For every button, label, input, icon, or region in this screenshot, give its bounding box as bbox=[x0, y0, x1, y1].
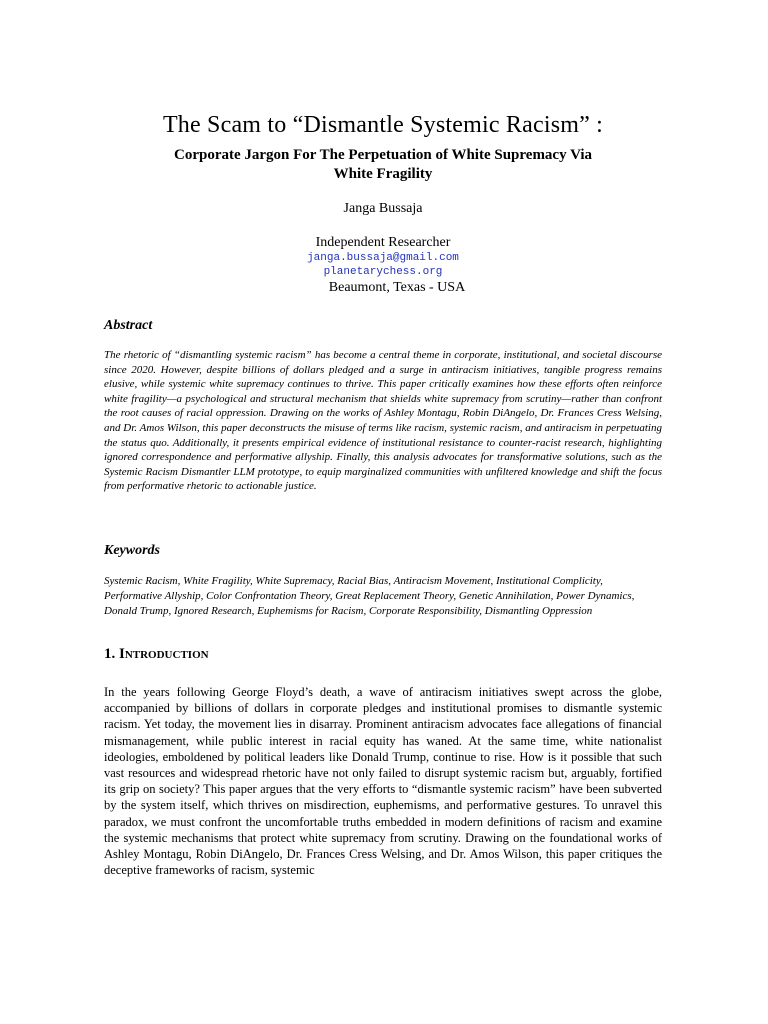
paper-subtitle bbox=[104, 146, 662, 184]
keywords-heading: Keywords bbox=[104, 543, 160, 558]
website-link[interactable]: planetarychess.org bbox=[323, 266, 443, 278]
title-block bbox=[104, 110, 662, 184]
abstract-body: The rhetoric of “dismantling systemic racism” has become a central theme in corporate, institutional, and societal discourse since 2020. However, despite billions of dollars pledged and a surge in antiracism initiatives, tangible progress remains elusive, while systemic white supremacy continues to thrive. This paper critically examines how these efforts often reinforce white fragility—a psychological and structural mechanism that shields white supremacy from scrutiny—rather than confront the root causes of racial oppression. Drawing on the works of Ashley Montagu, Robin DiAngelo, Dr. Frances Cress Welsing, and Dr. Amos Wilson, this paper deconstructs the misuse of terms like racism, systemic racism, and antiracism in perpetuating the status quo. Additionally, it presents empirical evidence of institutional resistance to counter-racist research, highlighting ignored correspondence and performative allyship. Finally, this analysis advocates for transformative solutions, such as the Systemic Racism Dismantler LLM prototype, to equip marginalized communities with unfiltered knowledge and shift the focus from performative rhetoric to actionable justice. bbox=[104, 349, 662, 493]
subtitle-line-1: Corporate Jargon For The Perpetuation of White Supremacy Via bbox=[173, 147, 593, 163]
subtitle-line-2: White Fragility bbox=[333, 166, 433, 182]
keywords-body: Systemic Racism, White Fragility, White Supremacy, Racial Bias, Antiracism Movement, Institutional Complicity, Performative Allyship, Color Confrontation Theory, Great Replacement Theory, Genetic Annihilation, Power Dynamics, Donald Trump, Ignored Research, Euphemisms for Racism, Corporate Responsibility, Dismantling Oppression bbox=[104, 575, 635, 617]
introduction-body: In the years following George Floyd’s death, a wave of antiracism initiatives swept across the globe, accompanied by billions of dollars in corporate pledges and institutional promises to dismantle systemic racism. Yet today, the movement lies in disarray. Prominent antiracism advocates face allegations of financial mismanagement, while public interest in racial equity has waned. At the same time, white nationalist ideologies, emboldened by political leaders like Donald Trump, continue to rise. How is it possible that such vast resources and widespread rhetoric have not only failed to disrupt systemic racism but, arguably, fortified its grip on society? This paper argues that the very efforts to “dismantle systemic racism” have been subverted by the system itself, which thrives on misdirection, euphemisms, and performative gestures. To unravel this paradox, we must confront the uncomfortable truths embedded in modern definitions of racism and examine the systemic mechanisms that protect white supremacy from scrutiny. Drawing on the foundational works of Ashley Montagu, Robin DiAngelo, Dr. Frances Cress Welsing, and Dr. Amos Wilson, this paper critiques the deceptive frameworks of racism, systemic bbox=[104, 685, 662, 878]
affiliation: Independent Researcher bbox=[315, 235, 451, 250]
affiliation-block bbox=[104, 235, 662, 297]
introduction-heading: 1. Introduction bbox=[104, 646, 209, 662]
abstract-heading: Abstract bbox=[104, 318, 153, 333]
author-name: Janga Bussaja bbox=[343, 201, 423, 216]
email-link[interactable]: janga.bussaja@gmail.com bbox=[307, 252, 459, 264]
paper-title: The Scam to “Dismantle Systemic Racism” : bbox=[162, 112, 604, 138]
location: Beaumont, Texas - USA bbox=[328, 280, 466, 295]
